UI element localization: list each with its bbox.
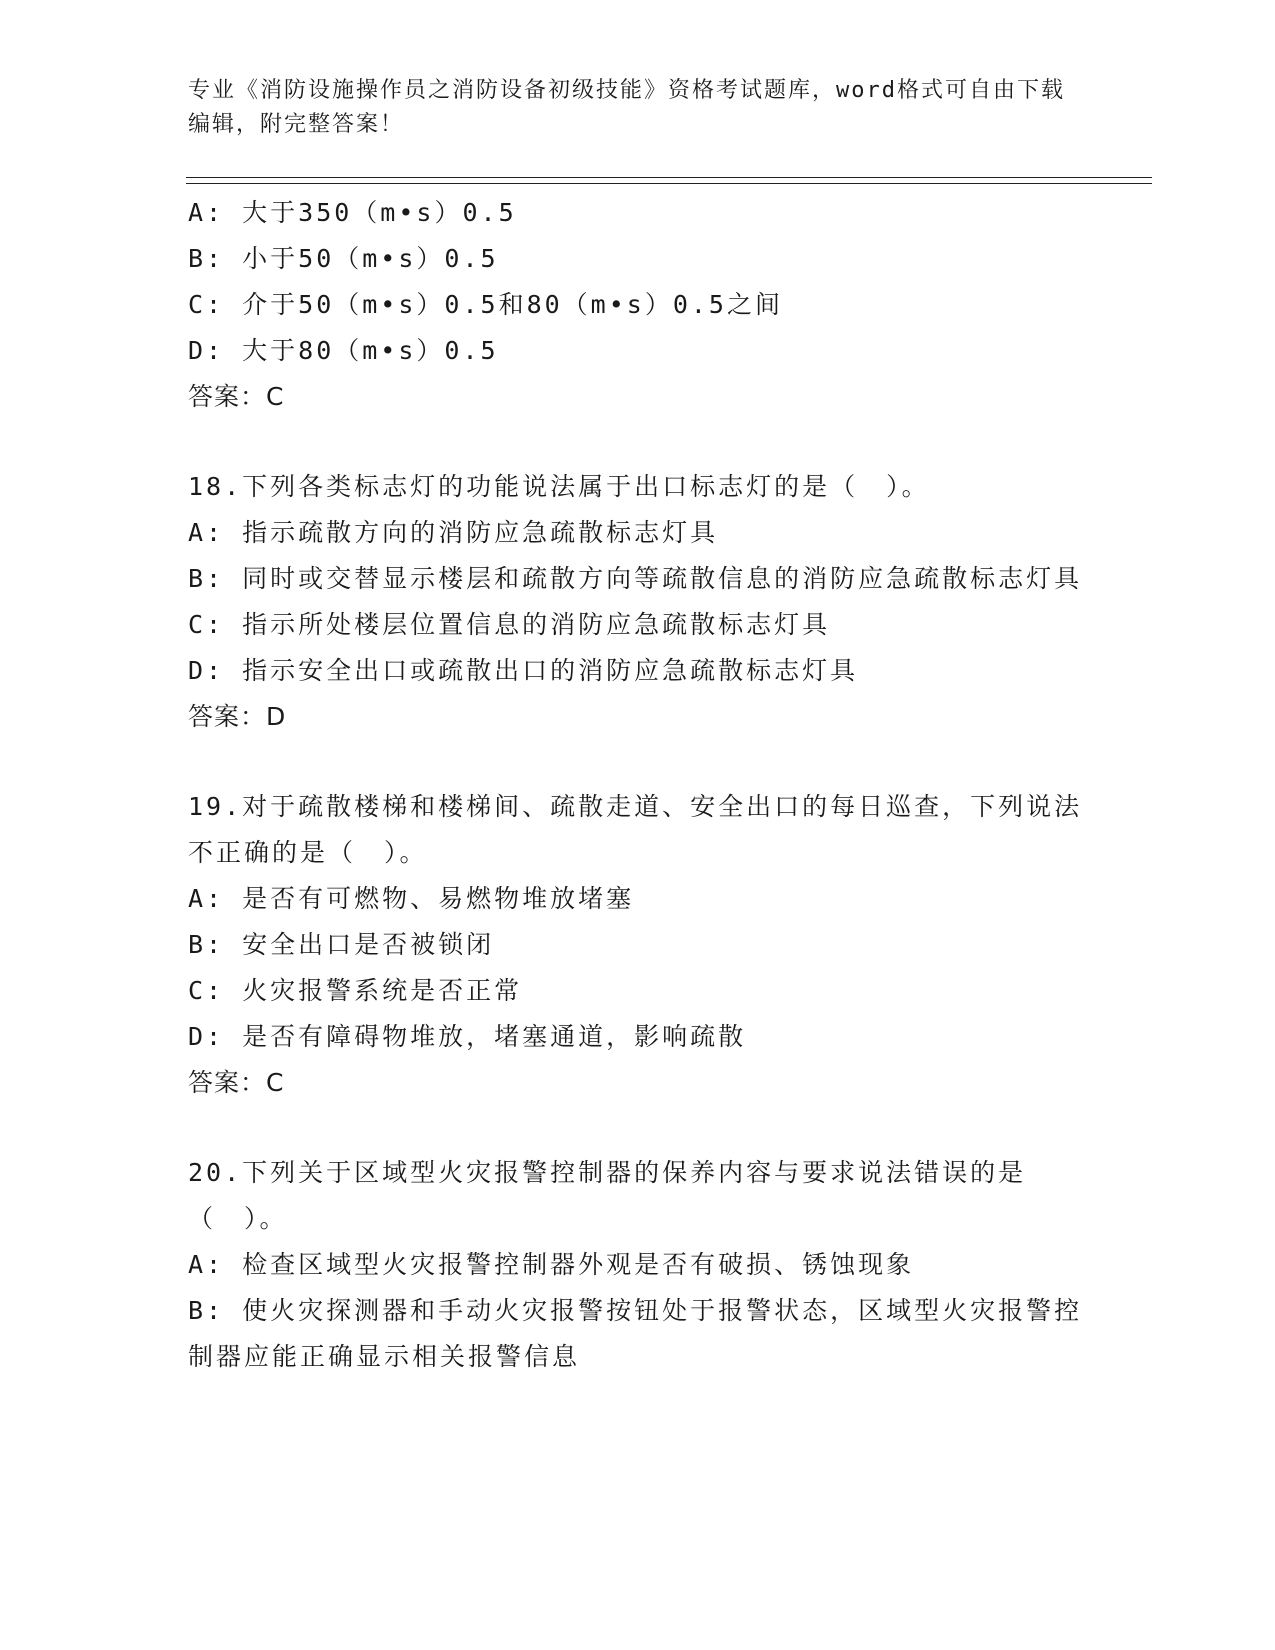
question-stem: 19.对于疏散楼梯和楼梯间、疏散走道、安全出口的每日巡查，下列说法不正确的是（ ）。 <box>188 792 1083 867</box>
option-c: C: 指示所处楼层位置信息的消防应急疏散标志灯具 <box>188 610 831 639</box>
option-d: D: 大于80（m•s）0.5 <box>188 336 499 365</box>
document-header: 专业《消防设施操作员之消防设备初级技能》资格考试题库，word格式可自由下载编辑，附完整答案！ <box>188 78 1065 137</box>
option-a: A: 大于350（m•s）0.5 <box>188 198 517 227</box>
option-c: C: 介于50（m•s）0.5和80（m•s）0.5之间 <box>188 290 783 319</box>
question-stem: 20.下列关于区域型火灾报警控制器的保养内容与要求说法错误的是（ ）。 <box>188 1158 1027 1233</box>
header-divider-top <box>186 177 1152 178</box>
option-b: B: 同时或交替显示楼层和疏散方向等疏散信息的消防应急疏散标志灯具 <box>188 564 1083 593</box>
option-b: B: 小于50（m•s）0.5 <box>188 244 499 273</box>
option-a: A: 是否有可燃物、易燃物堆放堵塞 <box>188 884 635 913</box>
option-a: A: 检查区域型火灾报警控制器外观是否有破损、锈蚀现象 <box>188 1250 915 1279</box>
option-d: D: 是否有障碍物堆放，堵塞通道，影响疏散 <box>188 1022 747 1051</box>
answer-line: 答案：C <box>188 382 285 411</box>
question-stem: 18.下列各类标志灯的功能说法属于出口标志灯的是（ ）。 <box>188 472 930 501</box>
header-divider-bottom <box>186 183 1152 184</box>
question-18-block <box>188 464 1088 740</box>
answer-line: 答案：D <box>188 702 287 731</box>
option-c: C: 火灾报警系统是否正常 <box>188 976 523 1005</box>
question-20-block <box>188 1150 1088 1380</box>
option-a: A: 指示疏散方向的消防应急疏散标志灯具 <box>188 518 719 547</box>
answer-line: 答案：C <box>188 1068 285 1097</box>
question-19-block <box>188 784 1088 1106</box>
option-b: B: 安全出口是否被锁闭 <box>188 930 495 959</box>
question-17-block <box>188 190 1088 420</box>
option-b: B: 使火灾探测器和手动火灾报警按钮处于报警状态，区域型火灾报警控制器应能正确显示相关报警信息 <box>188 1296 1083 1371</box>
question-list <box>188 190 1088 1380</box>
option-d: D: 指示安全出口或疏散出口的消防应急疏散标志灯具 <box>188 656 859 685</box>
